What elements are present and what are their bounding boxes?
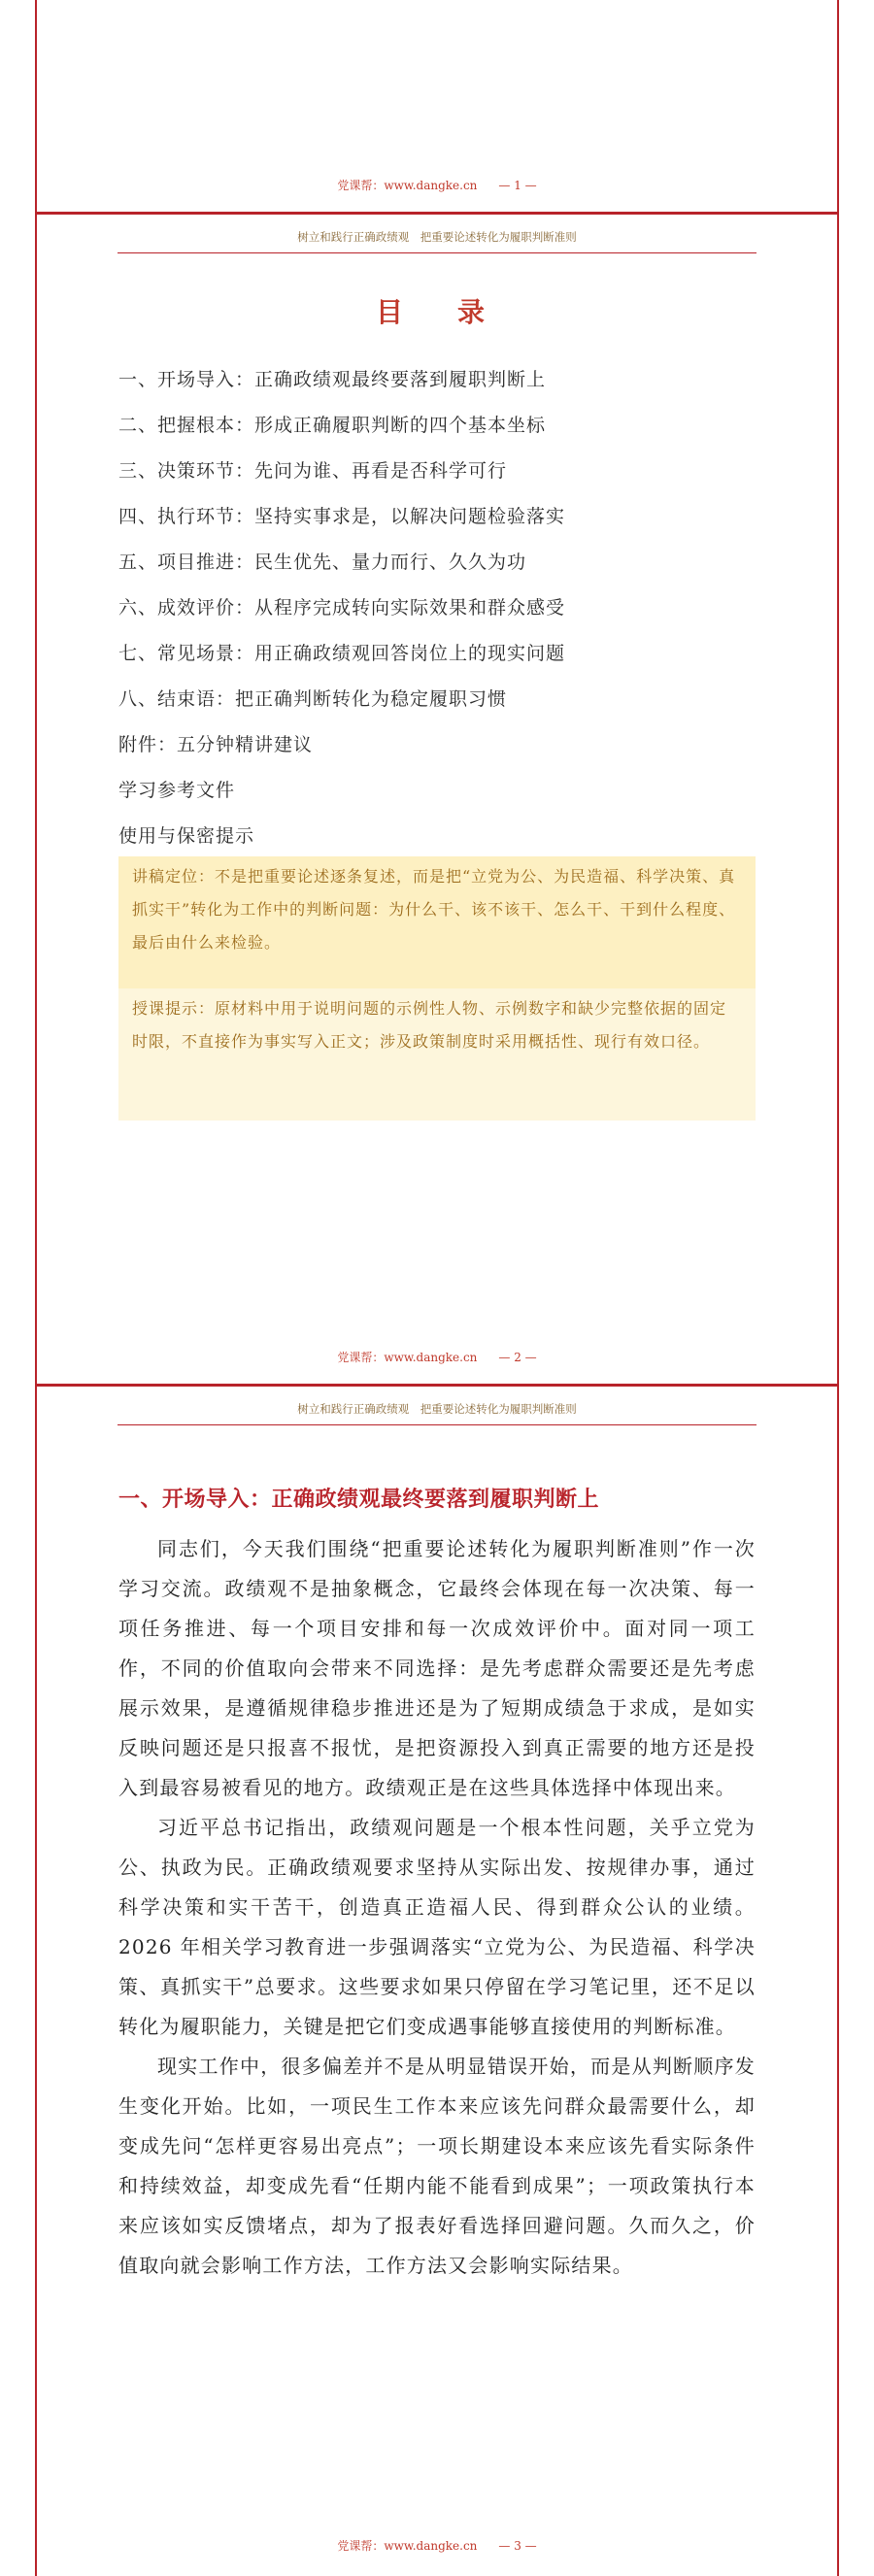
running-header: 树立和践行正确政绩观 把重要论述转化为履职判断准则 (118, 229, 756, 253)
table-of-contents (118, 357, 756, 859)
page-separator (37, 212, 837, 215)
page-separator (37, 1384, 837, 1387)
toc-item[interactable]: 一、开场导入：正确政绩观最终要落到履职判断上 (118, 369, 547, 390)
toc-item[interactable]: 五、项目推进：民生优先、量力而行、久久为功 (118, 552, 527, 573)
toc-item[interactable]: 学习参考文件 (118, 780, 236, 801)
page-2 (35, 212, 839, 1384)
teaching-tip-note: 授课提示：原材料中用于说明问题的示例性人物、示例数字和缺少完整依据的固定时限，不直接作为事实写入正文；涉及政策制度时采用概括性、现行有效口径。 (118, 988, 756, 1121)
toc-item[interactable]: 二、把握根本：形成正确履职判断的四个基本坐标 (118, 415, 547, 436)
toc-item[interactable]: 八、结束语：把正确判断转化为稳定履职习惯 (118, 688, 508, 710)
page-footer (37, 177, 837, 193)
footer-site: 党课帮：www.dangke.cn (337, 179, 478, 192)
page-number: — 2 — (498, 1351, 537, 1364)
footer-site: 党课帮：www.dangke.cn (337, 2539, 478, 2553)
page-1 (35, 0, 839, 212)
page-3 (35, 1384, 839, 2576)
paragraph: 习近平总书记指出，政绩观问题是一个根本性问题，关乎立党为公、执政为民。正确政绩观要求坚持从实际出发、按规律办事，通过科学决策和实干苦干，创造真正造福人民、得到群众公认的业绩。2026 年相关学习教育进一步强调落实“立党为公、为民造福、科学决策、真抓实干”总要求。这些要求如果只停留在学习笔记里，还不足以转化为履职能力，关键是把它们变成遇事能够直接使用的判断标准。 (118, 1816, 756, 2038)
running-header: 树立和践行正确政绩观 把重要论述转化为履职判断准则 (118, 1401, 756, 1425)
section-heading: 一、开场导入：正确政绩观最终要落到履职判断上 (118, 1488, 600, 1512)
toc-item[interactable]: 三、决策环节：先问为谁、再看是否科学可行 (118, 460, 508, 482)
toc-title: 目 录 (375, 296, 498, 328)
positioning-note: 讲稿定位：不是把重要论述逐条复述，而是把“立党为公、为民造福、科学决策、真抓实干”转化为工作中的判断问题：为什么干、该不该干、怎么干、干到什么程度、最后由什么来检验。 (118, 856, 756, 988)
toc-item[interactable]: 四、执行环节：坚持实事求是，以解决问题检验落实 (118, 506, 566, 527)
page-footer (37, 2537, 837, 2554)
section-body (118, 1529, 756, 2286)
page-number: — 1 — (498, 179, 537, 192)
page-footer (37, 1349, 837, 1365)
paragraph: 同志们，今天我们围绕“把重要论述转化为履职判断准则”作一次学习交流。政绩观不是抽象概念，它最终会体现在每一次决策、每一项任务推进、每一个项目安排和每一次成效评价中。面对同一项工作，不同的价值取向会带来不同选择：是先考虑群众需要还是先考虑展示效果，是遵循规律稳步推进还是为了短期成绩急于求成，是如实反映问题还是只报喜不报忧，是把资源投入到真正需要的地方还是投入到最容易被看见的地方。政绩观正是在这些具体选择中体现出来。 (118, 1537, 756, 1799)
toc-item[interactable]: 使用与保密提示 (118, 825, 255, 847)
paragraph: 现实工作中，很多偏差并不是从明显错误开始，而是从判断顺序发生变化开始。比如，一项民生工作本来应该先问群众最需要什么，却变成先问“怎样更容易出亮点”；一项长期建设本来应该先看实际条件和持续效益，却变成先看“任期内能不能看到成果”；一项政策执行本来应该如实反馈堵点，却为了报表好看选择回避问题。久而久之，价值取向就会影响工作方法，工作方法又会影响实际结果。 (118, 2055, 756, 2277)
toc-item[interactable]: 六、成效评价：从程序完成转向实际效果和群众感受 (118, 597, 566, 619)
page-number: — 3 — (498, 2539, 537, 2553)
toc-item[interactable]: 七、常见场景：用正确政绩观回答岗位上的现实问题 (118, 643, 566, 664)
toc-item[interactable]: 附件：五分钟精讲建议 (118, 734, 314, 755)
footer-site: 党课帮：www.dangke.cn (337, 1351, 478, 1364)
